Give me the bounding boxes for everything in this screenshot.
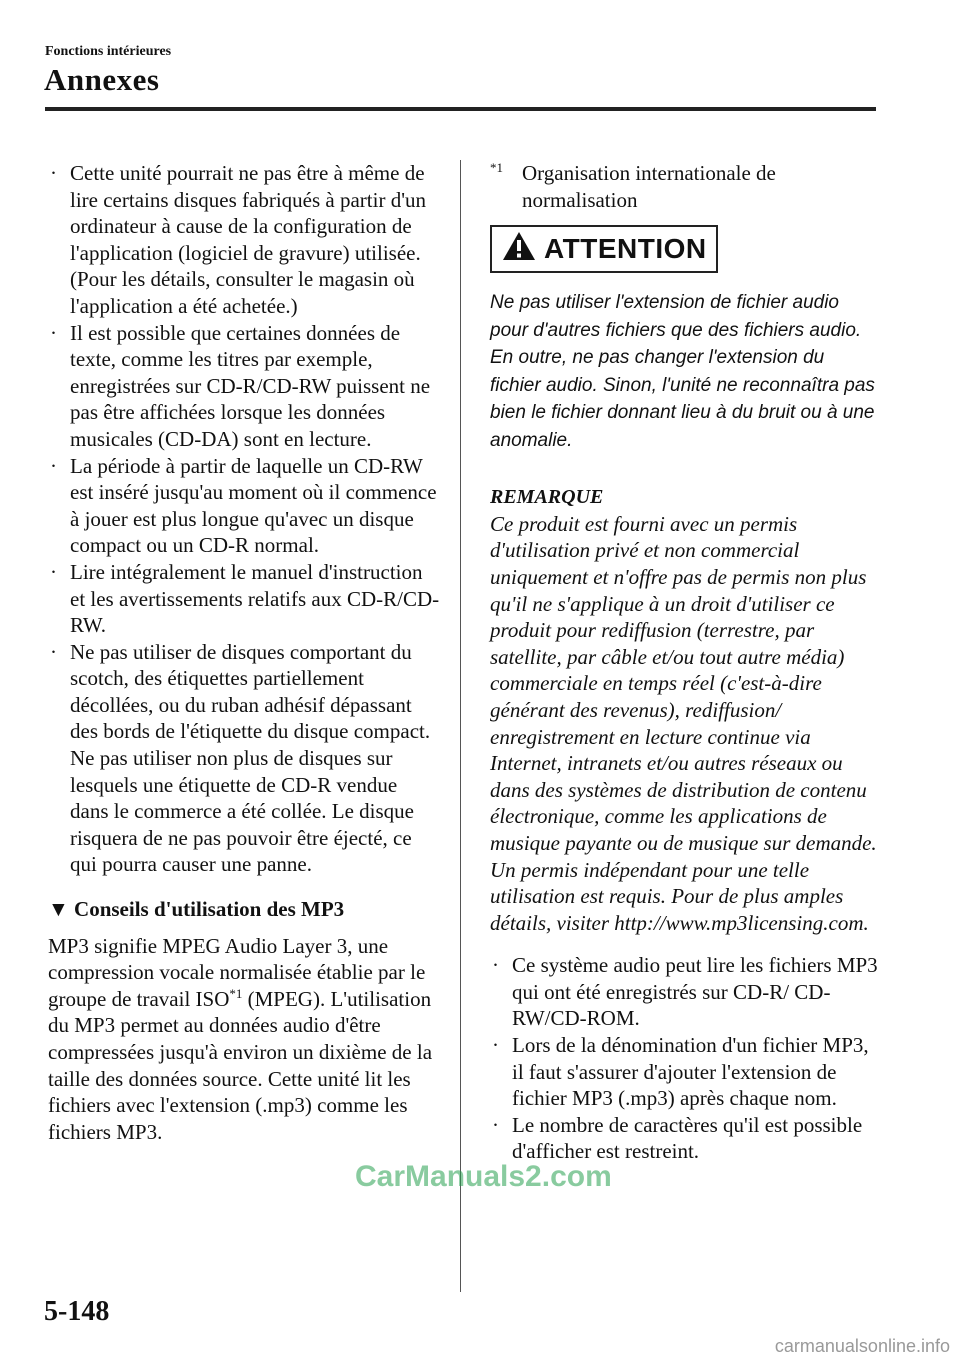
- bullet-dot: ·: [50, 161, 57, 185]
- watermark-corner[interactable]: carmanualsonline.info: [774, 1336, 950, 1356]
- bullet-dot: ·: [492, 1112, 499, 1137]
- header-rule: [45, 107, 876, 111]
- attention-badge: [490, 225, 718, 273]
- attention-label: ATTENTION: [544, 232, 707, 264]
- footnote-text: Organisation internationale de normalisation: [522, 161, 776, 212]
- bullet-dot: ·: [50, 453, 57, 478]
- mp3-subheading: ▼ Conseils d'utilisation des MP3: [48, 897, 345, 922]
- left-column: [48, 160, 440, 1145]
- right-bullet-list: [490, 952, 880, 1165]
- list-item: · Cette unité pourrait ne pas être à même de lire certains disques fabriqués à partir d'un ordinateur à cause de la configuration de l'application (logiciel de gravure) utilisée. (Pour les détails, consulter le magasin où l'application a été achetée.): [50, 161, 426, 318]
- list-item: · Ne pas utiliser de disques comportant du scotch, des étiquettes partiellement décollées, ou du ruban adhésif dépassant des bords de l'étiquette du disque compact. Ne pas utiliser non plus de disques sur lesquels une étiquette de CD-R vendue dans le commerce a été collée. Le disque risquera de ne pas pouvoir être éjecté, ce qui pourra causer une panne.: [50, 639, 431, 877]
- list-item: · Le nombre de caractères qu'il est possible d'afficher est restreint.: [492, 1112, 863, 1164]
- mp3-paragraph: MP3 signifie MPEG Audio Layer 3, une compression vocale normalisée établie par le groupe de travail ISO$^{*1}$ (MPEG). L'utilisation du MP3 permet au données audio d'être compressées jusqu'à environ un dixième de la taille des données source. Cette unité lit les fichiers avec l'extension (.mp3) comme les fichiers MP3.: [48, 933, 433, 1144]
- remark-heading: REMARQUE: [490, 486, 604, 509]
- footnote-ref: *1: [229, 985, 243, 1001]
- bullet-dot: ·: [50, 559, 57, 584]
- list-item: · Lire intégralement le manuel d'instruction et les avertissements relatifs aux CD-R/CD-RW.: [50, 559, 440, 638]
- page-title: Annexes: [44, 62, 160, 97]
- warning-triangle-icon: [502, 231, 536, 268]
- bullet-dot: ·: [492, 1033, 499, 1058]
- list-item: · La période à partir de laquelle un CD-RW est inséré jusqu'au moment où il commence à jouer est plus longue qu'avec un disque compact ou un CD-R normal.: [50, 453, 437, 558]
- list-item: · Il est possible que certaines données de texte, comme les titres par exemple, enregistrées sur CD-R/CD-RW puissent ne pas être affichées lorsque les données musicales (CD-DA) sont en lecture.: [50, 320, 431, 451]
- page-number: 5-148: [44, 1296, 110, 1327]
- right-column: [490, 160, 880, 1165]
- section-label: Fonctions intérieures: [45, 44, 172, 59]
- list-item: · Ce système audio peut lire les fichiers MP3 qui ont été enregistrés sur CD-R/ CD-RW/CD-ROM.: [492, 953, 878, 1031]
- column-divider: [460, 160, 461, 1292]
- footnote: [490, 160, 880, 213]
- bullet-dot: ·: [50, 320, 57, 345]
- watermark-center: CarManuals2.com: [355, 1160, 612, 1193]
- list-item: · Lors de la dénomination d'un fichier MP3, il faut s'assurer d'ajouter l'extension de fichier MP3 (.mp3) après chaque nom.: [492, 1033, 869, 1111]
- left-bullet-list: [48, 160, 440, 878]
- bullet-dot: ·: [492, 953, 499, 978]
- remark-text: Ce produit est fourni avec un permis d'utilisation privé et non commercial uniquement et n'offre pas de permis non plus qu'il ne s'applique à un droit d'utiliser ce produit pour rediffusion (terrestre, par satellite, par câble et/ou tout autre média) commerciale en temps réel (c'est-à-dire générant des revenus), rediffusion/ enregistrement en lecture continue via Internet, intranets et/ou autres réseaux ou dans des systèmes de distribution de contenu électronique, comme les applications de musique payante ou de musique sur demande. Un permis indépendant pour une telle utilisation est requis. Pour de plus amples détails, visiter http://www.mp3licensing.com.: [490, 511, 877, 935]
- footnote-mark: *1: [490, 160, 503, 175]
- attention-text: Ne pas utiliser l'extension de fichier audio pour d'autres fichiers que des fichiers audio. En outre, ne pas changer l'extension du fichier audio. Sinon, l'unité ne reconnaîtra pas bien le fichier donnant lieu à du bruit ou à une anomalie.: [490, 292, 875, 451]
- bullet-dot: ·: [50, 639, 57, 664]
